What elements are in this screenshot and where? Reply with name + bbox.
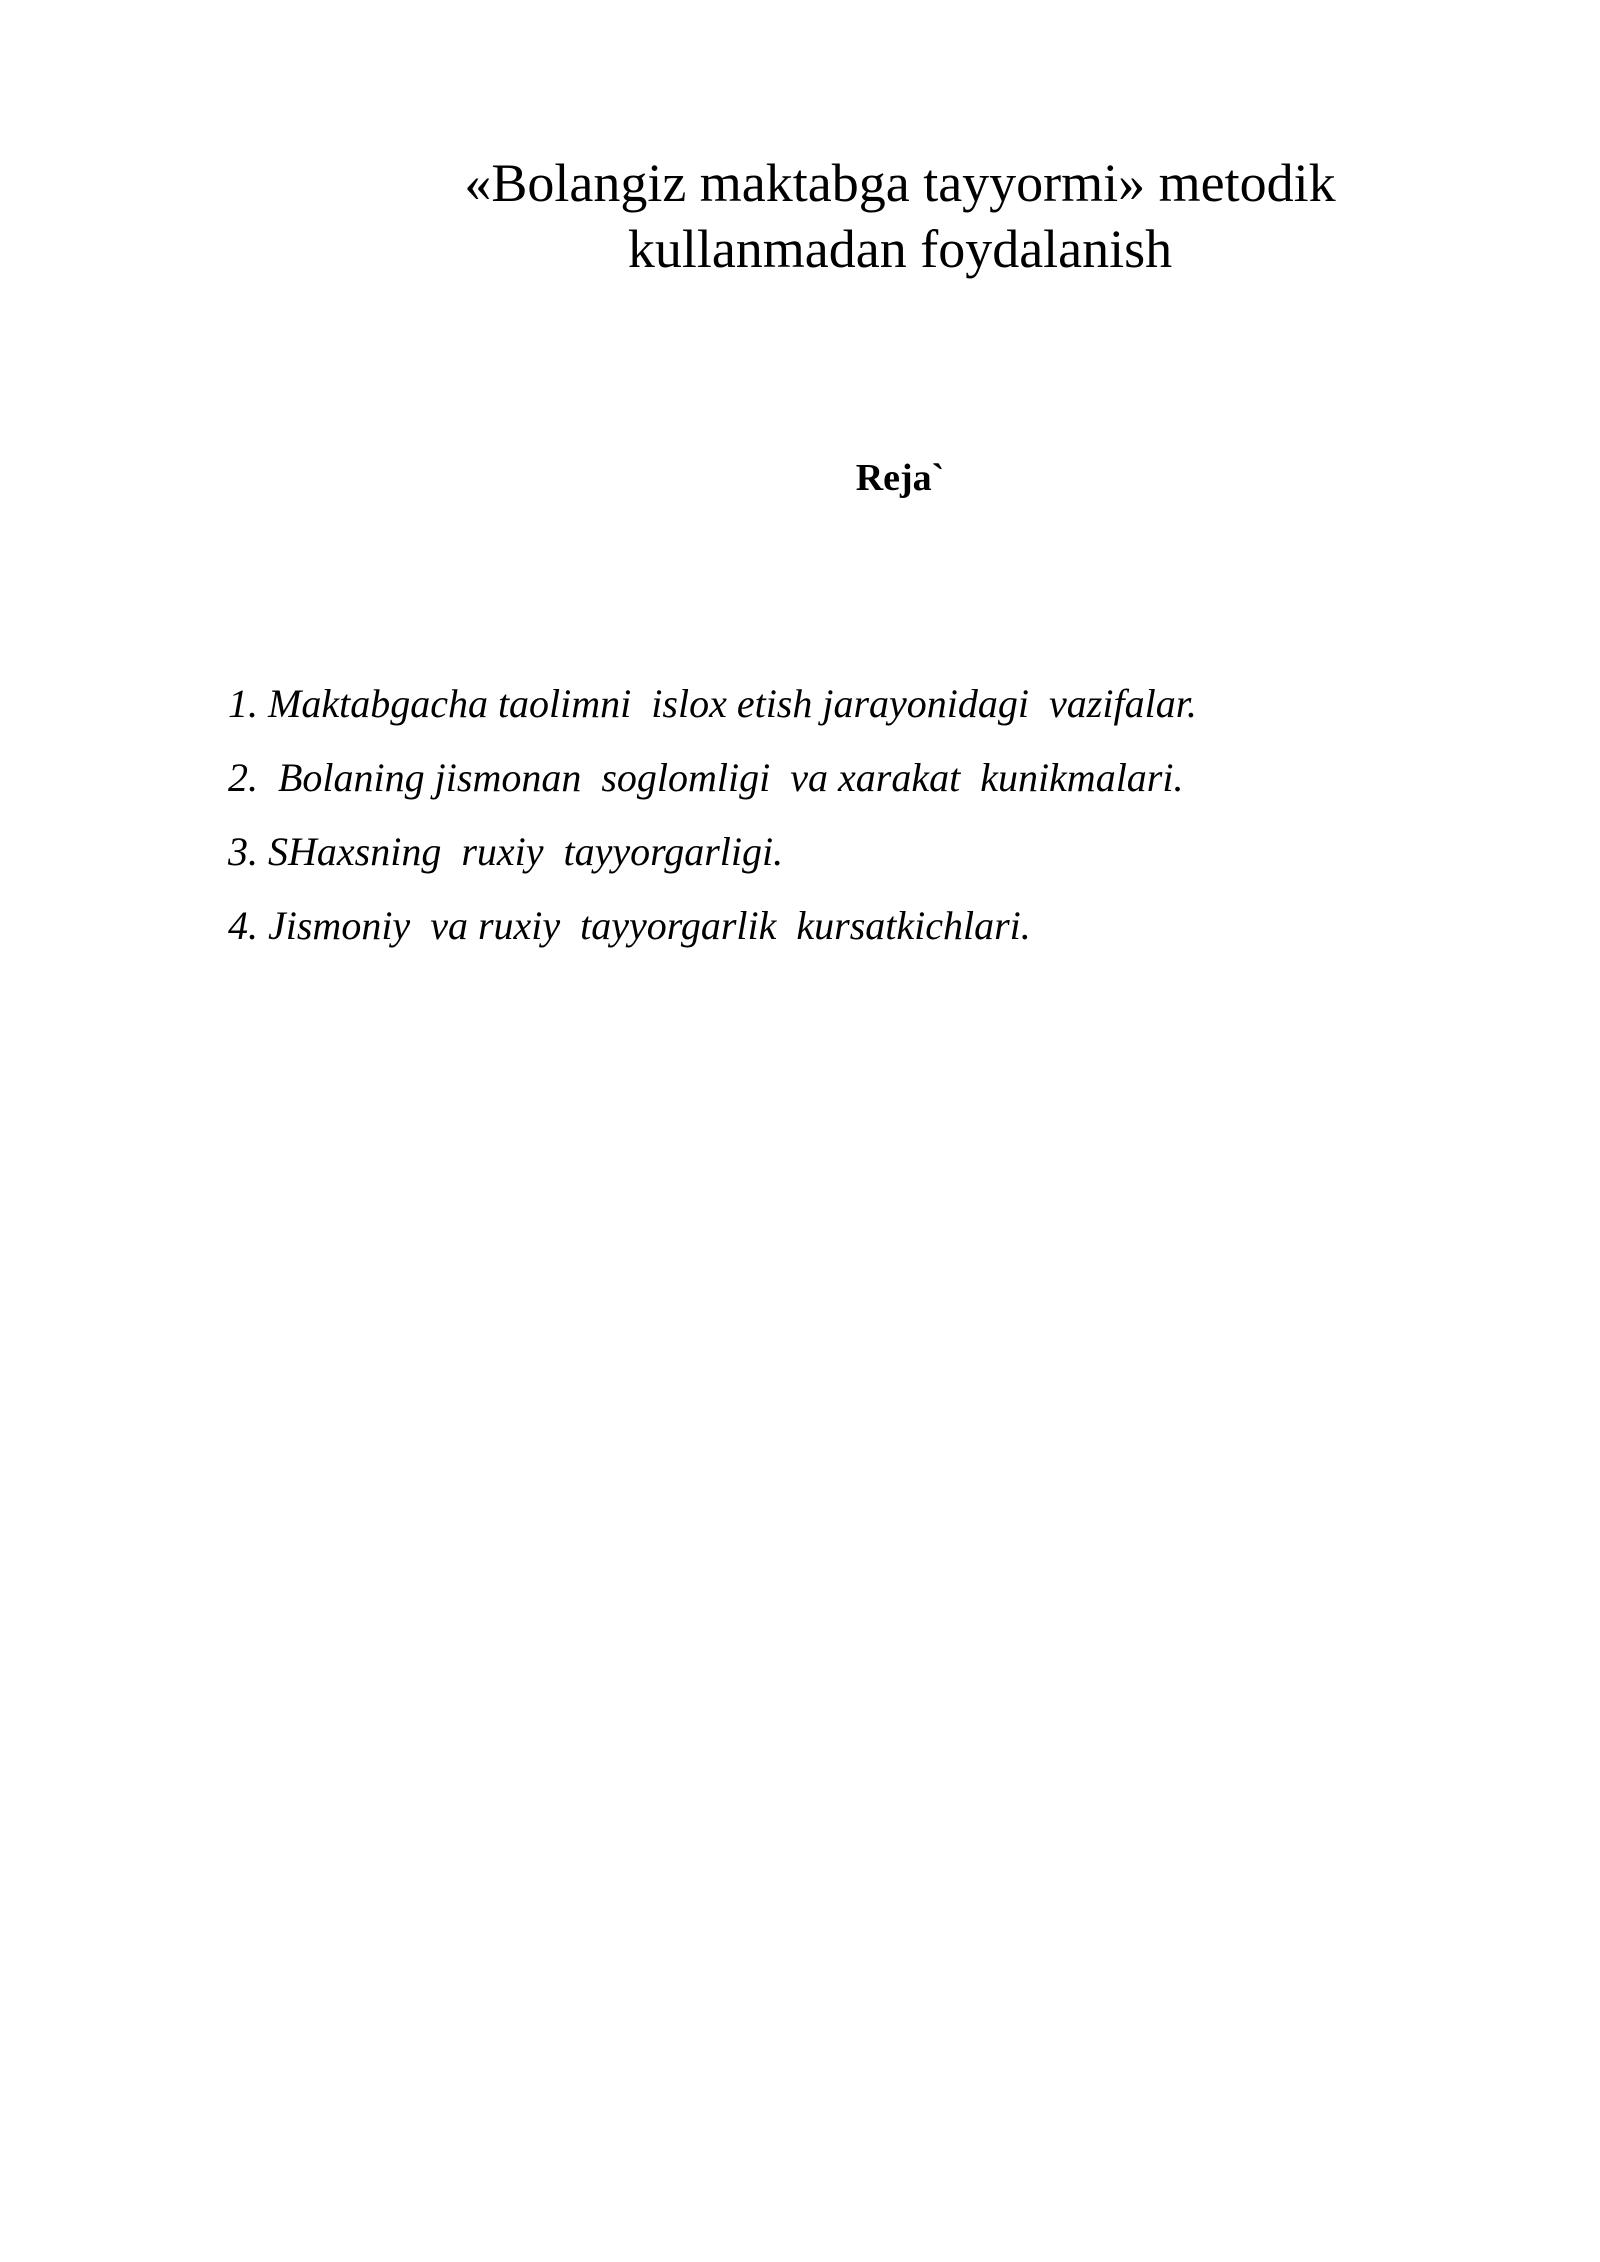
document-title xyxy=(380,150,1420,282)
plan-item-2: 2. Bolaning jismonan soglomligi va xarakat kunikmalari. xyxy=(228,755,1184,800)
plan-item-4: 4. Jismoniy va ruxiy tayyorgarlik kursatkichlari. xyxy=(228,903,1031,948)
plan-list xyxy=(228,680,1428,976)
title-line-2: kullanmadan foydalanish xyxy=(627,219,1173,279)
plan-heading: Reja` xyxy=(855,457,945,499)
plan-item-3: 3. SHaxsning ruxiy tayyorgarligi. xyxy=(228,829,784,874)
plan-item-1: 1. Maktabgacha taolimni islox etish jarayonidagi vazifalar. xyxy=(228,681,1197,726)
title-line-1: «Bolangiz maktabga tayyormi» metodik xyxy=(464,153,1336,213)
